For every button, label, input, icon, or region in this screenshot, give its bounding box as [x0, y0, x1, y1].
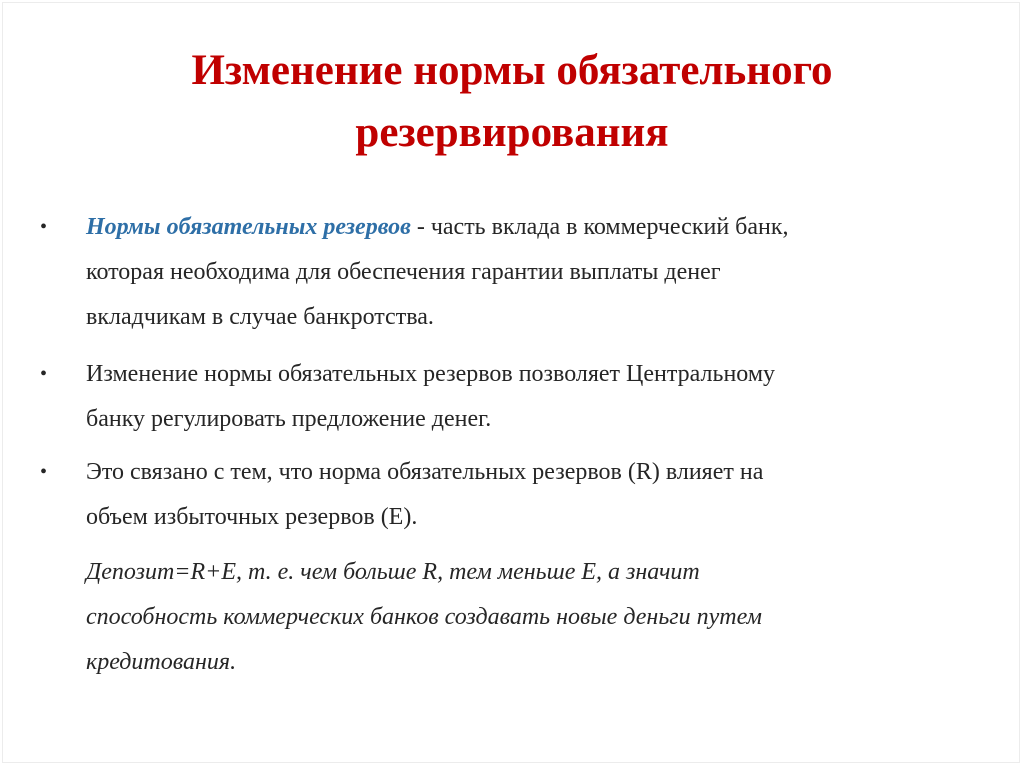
bullet-line: Это связано с тем, что норма обязательных резервов (R) влияет на [86, 459, 764, 485]
bullet-text [86, 450, 946, 540]
definition-text: - часть вклада в коммерческий банк, [410, 214, 789, 240]
slide-title [60, 40, 964, 164]
formula-paragraph [86, 550, 946, 685]
bullet-line: Изменение нормы обязательных резервов позволяет Центральному [86, 361, 776, 387]
formula-line: Депозит=R+E, т. е. чем больше R, тем меньше E, а значит [86, 559, 700, 585]
term-reserve-norms: Нормы обязательных резервов [86, 214, 411, 240]
bullet-line: объем избыточных резервов (E). [86, 504, 418, 530]
bullet-line: вкладчикам в случае банкротства. [86, 304, 434, 330]
slide-title-line-2: резервирования [355, 109, 669, 156]
bullet-dot-icon: • [40, 216, 48, 238]
bullet-line: которая необходима для обеспечения гарантии выплаты денег [86, 259, 721, 285]
bullet-text [86, 205, 946, 340]
bullet-line: банку регулировать предложение денег. [86, 406, 492, 432]
bullet-dot-icon: • [40, 461, 48, 483]
bullet-dot-icon: • [40, 363, 48, 385]
bullet-line [86, 205, 946, 250]
bullet-text [86, 352, 946, 442]
slide-title-line-1: Изменение нормы обязательного [191, 47, 833, 94]
formula-line: способность коммерческих банков создавать новые деньги путем [86, 604, 762, 630]
formula-line: кредитования. [86, 649, 237, 675]
